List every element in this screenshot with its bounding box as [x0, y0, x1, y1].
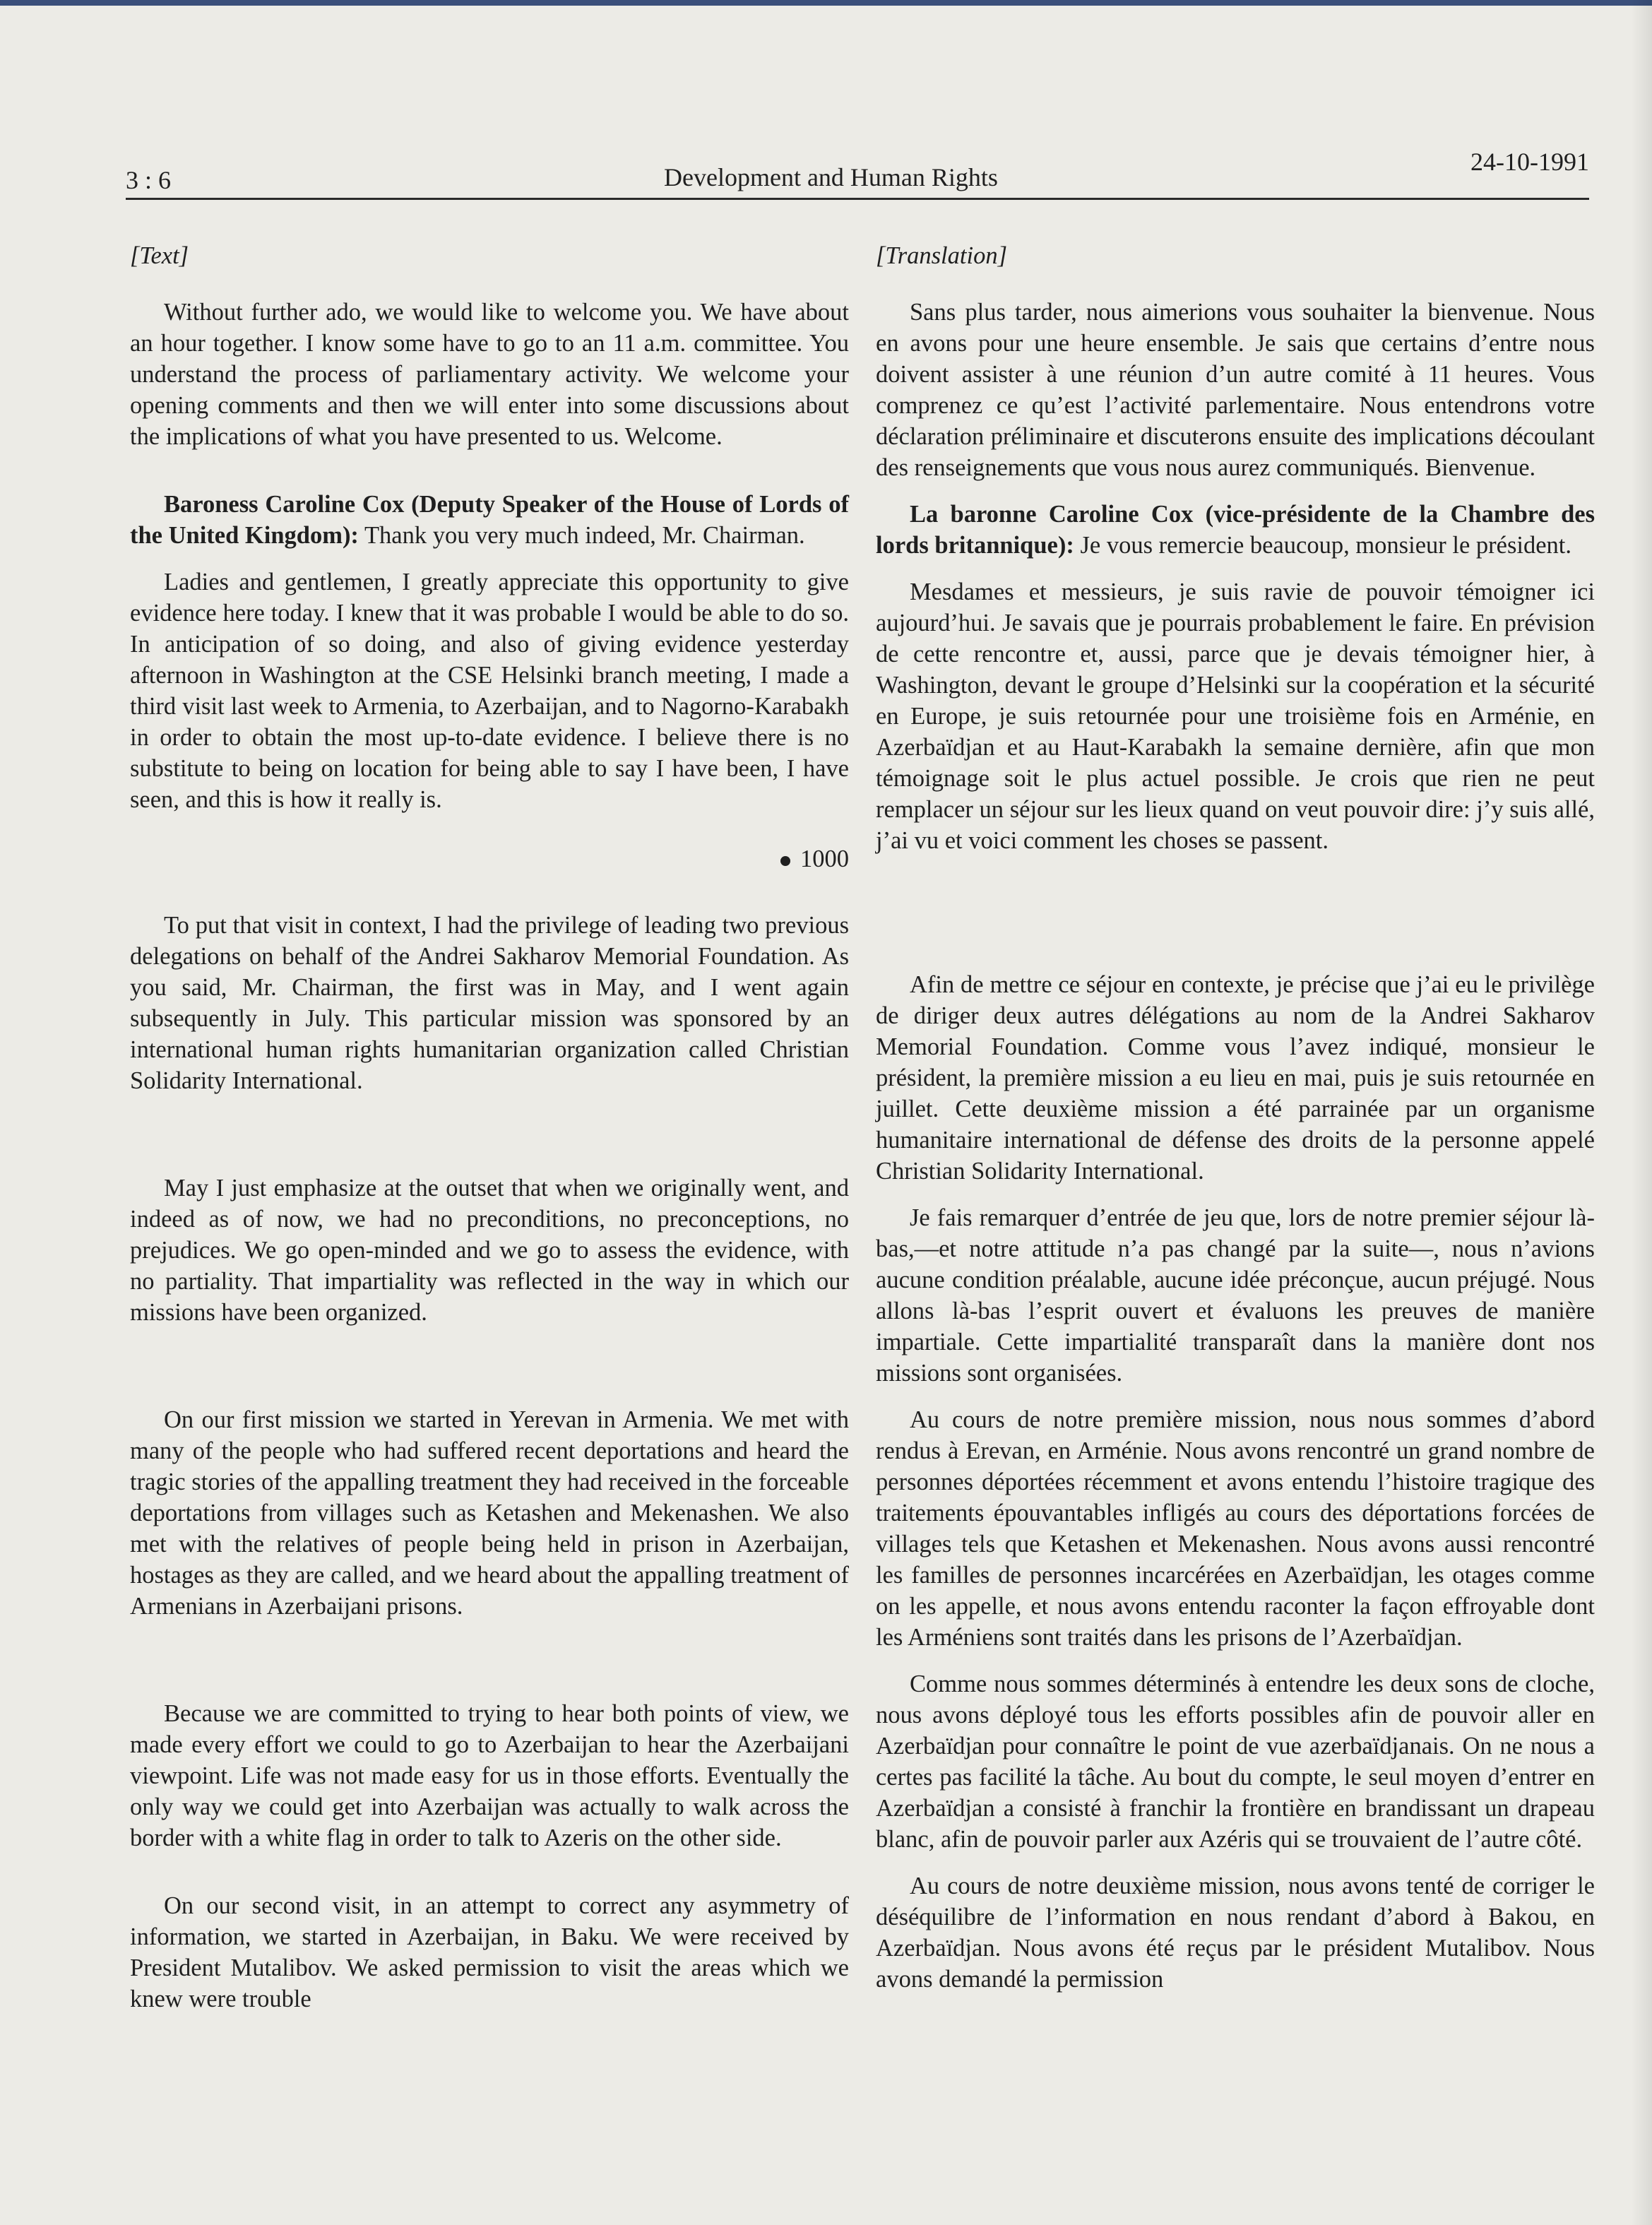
page-spine-shadow — [1631, 0, 1652, 2225]
running-title: Development and Human Rights — [664, 163, 998, 191]
french-column — [876, 240, 1595, 1995]
text-label: [Text] — [130, 242, 189, 269]
first-mission-paragraph-fr: Au cours de notre première mission, nous nous sommes d’abord rendus à Erevan, en Arménie. Nous avons rencontré un grand nombre de personnes déportées récemment et avons entendu l’histoire tragique des traitements épouvantables infligés au cours des déportations forcées de villages tels que Ketashen et Mekenashen. Nous avons aussi rencontré les familles de personnes incarcérées en Azerbaïdjan, les otages comme on les appelle, et nous avons entendu raconter la façon effroyable dont les Arméniens sont traités dans les prisons de l’Azerbaïdjan. — [876, 1406, 1595, 1651]
speaker-text-fr: Je vous remercie beaucoup, monsieur le président. — [1074, 532, 1571, 559]
both-views-paragraph-fr: Comme nous sommes déterminés à entendre les deux sons de cloche, nous avons déployé tous les efforts possibles afin de pouvoir aller en Azerbaïdjan pour connaître le point de vue azerbaïdjanais. On ne nous a certes pas facilité la tâche. Au bout du compte, le seul moyen d’entrer en Azerbaïdjan a consisté à franchir la frontière en brandissant un drapeau blanc, afin de pouvoir parler aux Azéris qui se trouvaient de l’autre côté. — [876, 1671, 1595, 1853]
scan-top-edge — [0, 0, 1652, 6]
speaker-text: Thank you very much indeed, Mr. Chairman. — [358, 522, 805, 549]
context-paragraph: To put that visit in context, I had the privilege of leading two previous delegations on behalf of the Andrei Sakharov Memorial Foundation. As you said, Mr. Chairman, the first was in May, and I went again subsequently in July. This particular mission was sponsored by an international human rights humanitarian organization called Christian Solidarity International. — [130, 912, 849, 1094]
chairman-welcome-paragraph-fr: Sans plus tarder, nous aimerions vous souhaiter la bienvenue. Nous en avons pour une heure ensemble. Je sais que certains d’entre nous doivent assister à une réunion d’un autre comité à 11 heures. Vous comprenez ce qu’est l’activité parlementaire. Nous entendrons votre déclaration préliminaire et discuterons ensuite des implications découlant des renseignements que vous nous aurez communiqués. Bienvenue. — [876, 299, 1595, 481]
translation-label: [Translation] — [876, 242, 1007, 269]
second-visit-paragraph-fr: Au cours de notre deuxième mission, nous avons tenté de corriger le déséquilibre de l’information en nous rendant d’abord à Bakou, en Azerbaïdjan. Nous avons été reçus par le président Mutalibov. Nous avons demandé la permission — [876, 1873, 1595, 1993]
impartiality-paragraph-fr: Je fais remarquer d’entrée de jeu que, lors de notre premier séjour là-bas,—et notre attitude n’a pas changé par la suite—, nous n’avions aucune condition préalable, aucune idée préconçue, aucun préjugé. Nous allons là-bas l’esprit ouvert et évaluons les preuves de manière impartiale. Cette impartialité transparaît dans la manière dont nos missions sont organisées. — [876, 1204, 1595, 1387]
time-marker — [130, 843, 849, 874]
english-column — [130, 240, 849, 2015]
time-marker-label: 1000 — [800, 846, 849, 872]
speaker-name-fr: La baronne Caroline Cox (vice-présidente de la Chambre des lords britannique): — [876, 501, 1595, 559]
cox-reply-paragraph-fr — [876, 499, 1595, 561]
both-views-paragraph: Because we are committed to trying to hear both points of view, we made every effort we could to go to Azerbaijan to hear the Azerbaijani viewpoint. Life was not made easy for us in those efforts. Eventually the only way we could get into Azerbaijan was actually to walk across the border with a white flag in order to talk to Azeris on the other side. — [130, 1700, 849, 1851]
context-paragraph-fr: Afin de mettre ce séjour en contexte, je précise que j’ai eu le privilège de diriger deux autres délégations au nom de la Andrei Sakharov Memorial Foundation. Comme vous l’avez indiqué, monsieur le président, la première mission a eu lieu en mai, puis je suis retournée en juillet. Cette deuxième mission a été parrainée par un organisme humanitaire international de défense des droits de la personne appelé Christian Solidarity International. — [876, 971, 1595, 1185]
opening-statement-paragraph: Ladies and gentlemen, I greatly appreciate this opportunity to give evidence here today. I knew that it was probable I would be able to do so. In anticipation of so doing, and also of giving evidence yesterday afternoon in Washington at the CSE Helsinki branch meeting, I made a third visit last week to Armenia, to Azerbaijan, and to Nagorno-Karabakh in order to obtain the most up-to-date evidence. I believe there is no substitute to being on location for being able to say I have been, I have seen, and this is how it really is. — [130, 569, 849, 813]
impartiality-paragraph: May I just emphasize at the outset that when we originally went, and indeed as of now, we had no preconditions, no preconceptions, no prejudices. We go open-minded and we go to assess the evidence, with no partiality. That impartiality was reflected in the way in which our missions have been organized. — [130, 1175, 849, 1326]
page-date: 24-10-1991 — [1470, 148, 1589, 176]
second-visit-paragraph: On our second visit, in an attempt to correct any asymmetry of information, we started in Azerbaijan, in Baku. We were received by President Mutalibov. We asked permission to visit the areas which we knew were trouble — [130, 1892, 849, 2012]
opening-statement-paragraph-fr: Mesdames et messieurs, je suis ravie de pouvoir témoigner ici aujourd’hui. Je savais que je pourrais probablement le faire. En prévision de cette rencontre et, aussi, parce que je devais témoigner hier, à Washington, devant le groupe d’Helsinki sur la coopération et la sécurité en Europe, je suis retournée pour une troisième fois en Arménie, en Azerbaïdjan et au Haut-Karabakh la semaine dernière, afin que mon témoignage soit le plus actuel possible. Je crois que rien ne peut remplacer un séjour sur les lieux quand on veut pouvoir dire: j’y suis allé, j’ai vu et voici comment les choses se passent. — [876, 578, 1595, 854]
bullet-icon — [780, 856, 790, 866]
page-header — [126, 141, 1589, 200]
page-number: 3 : 6 — [126, 166, 172, 194]
chairman-welcome-paragraph: Without further ado, we would like to welcome you. We have about an hour together. I know some have to go to an 11 a.m. committee. You understand the process of parliamentary activity. We welcome your opening comments and then we will enter into some discussions about the implications of what you have presented to us. Welcome. — [130, 299, 849, 450]
speaker-name: Baroness Caroline Cox (Deputy Speaker of the House of Lords of the United Kingdom): — [130, 491, 849, 549]
first-mission-paragraph: On our first mission we started in Yerevan in Armenia. We met with many of the people who had suffered recent deportations and heard the tragic stories of the appalling treatment they had received in the forceable deportations from villages such as Ketashen and Mekenashen. We also met with the relatives of people being held in prison in Azerbaijan, hostages as they are called, and we heard about the appalling treatment of Armenians in Azerbaijani prisons. — [130, 1406, 849, 1620]
cox-reply-paragraph — [130, 489, 849, 551]
